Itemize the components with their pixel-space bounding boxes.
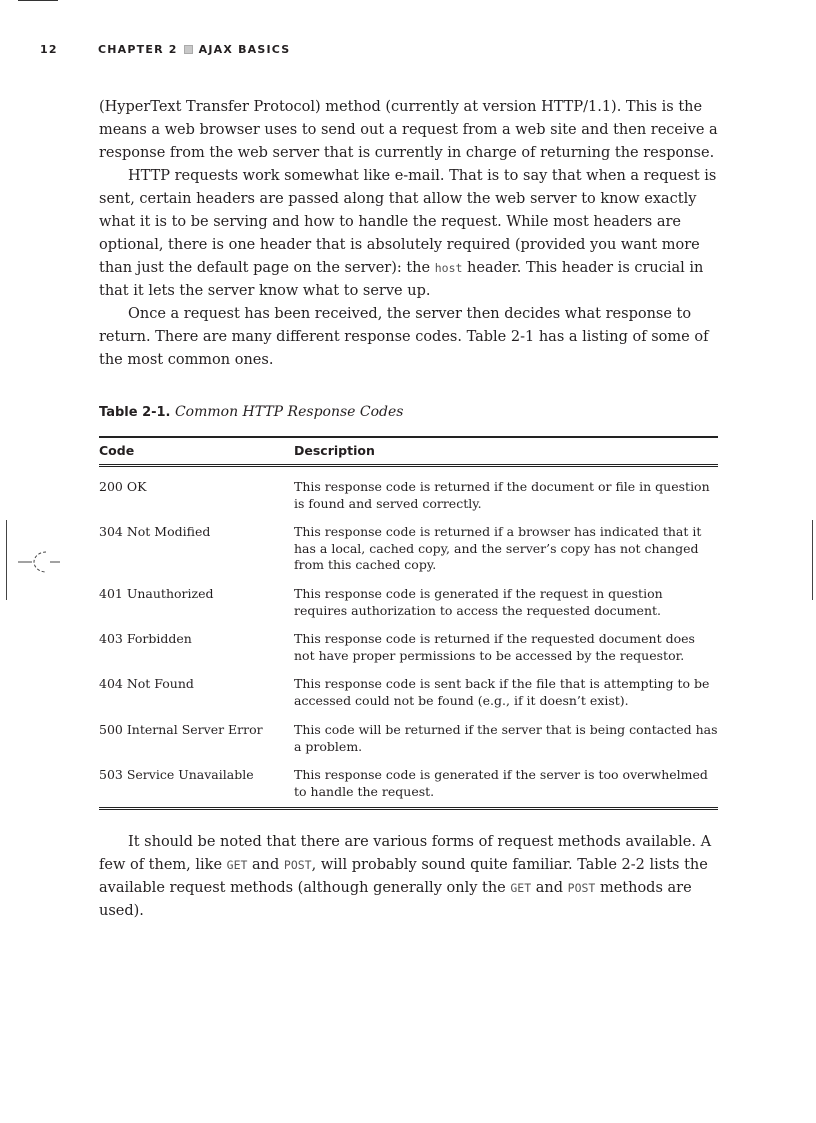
paragraph-2-text-b: header. This header is crucial in that it lets the server know what to serve up. (99, 260, 704, 299)
row-code: 304 Not Modified (99, 524, 211, 539)
crop-mark-right (812, 520, 813, 600)
inline-code-get: GET (510, 881, 532, 895)
crop-mark-left (6, 520, 7, 600)
running-header (40, 43, 776, 59)
row-code: 500 Internal Server Error (99, 722, 263, 737)
table-row (99, 586, 718, 631)
paragraph-4 (99, 831, 719, 923)
row-code: 404 Not Found (99, 676, 194, 691)
row-code: 403 Forbidden (99, 631, 192, 646)
inline-code-post: POST (567, 881, 596, 895)
table-row (99, 479, 718, 524)
row-description: This response code is generated if the server is too overwhelmed to handle the request. (294, 767, 708, 799)
row-code: 401 Unauthorized (99, 586, 214, 601)
table-row (99, 631, 718, 676)
paragraph-4-text-e: methods are used). (99, 880, 692, 919)
chapter-name: AJAX BASICS (198, 43, 291, 56)
inline-code-post: POST (283, 858, 312, 872)
body-section-top (99, 96, 719, 372)
table-header-row (99, 438, 718, 464)
paragraph-1: (HyperText Transfer Protocol) method (currently at version HTTP/1.1). This is the means a web browser uses to send out a request from a web site and then receive a response from the web server that is currently in charge of returning the response. (99, 99, 718, 161)
table-bottom-rule (99, 807, 718, 810)
table-caption-label: Table 2-1. (99, 405, 171, 420)
paragraph-4-text-c: , will probably sound quite familiar. Table 2-2 lists the available request methods (although generally only the (99, 857, 708, 896)
row-code: 200 OK (99, 479, 147, 494)
table-row (99, 524, 718, 586)
table-row (99, 722, 718, 767)
paragraph-2 (99, 165, 719, 303)
paragraph-2-text-a: HTTP requests work somewhat like e-mail. That is to say that when a request is sent, certain headers are passed along that allow the web server to know exactly what it is to be serving and how to handle the request. While most headers are optional, there is one header that is absolutely required (provided you want more than just the default page on the server): the (99, 168, 717, 276)
registration-mark-icon (18, 548, 62, 576)
separator-square-icon (184, 45, 193, 54)
row-description: This response code is returned if the requested document does not have proper permissions to be accessed by the requestor. (294, 631, 695, 663)
row-description: This response code is generated if the request in question requires authorization to access the requested document. (294, 586, 663, 618)
inline-code-host: host (434, 261, 463, 275)
paragraph-3: Once a request has been received, the server then decides what response to return. There are many different response codes. Table 2-1 has a listing of some of the most common ones. (99, 306, 709, 368)
crop-mark-top (18, 0, 58, 1)
table-caption (99, 404, 403, 420)
row-description: This code will be returned if the server that is being contacted has a problem. (294, 722, 718, 754)
row-code: 503 Service Unavailable (99, 767, 254, 782)
response-codes-table (99, 436, 718, 810)
body-section-bottom (99, 831, 719, 923)
column-header-code: Code (99, 443, 135, 458)
row-description: This response code is returned if the document or file in question is found and served correctly. (294, 479, 710, 511)
table-caption-title: Common HTTP Response Codes (174, 404, 404, 420)
paragraph-4-text-a: It should be noted that there are various forms of request methods available. A few of them, like (99, 834, 712, 873)
table-row (99, 767, 718, 807)
inline-code-get: GET (226, 858, 248, 872)
page-number: 12 (40, 43, 58, 56)
table-row (99, 676, 718, 722)
column-header-description: Description (294, 443, 375, 458)
chapter-label: CHAPTER 2 (98, 43, 178, 56)
row-description: This response code is returned if a browser has indicated that it has a local, cached copy, and the server’s copy has not changed from this cached copy. (294, 524, 702, 572)
chapter-title (98, 43, 290, 56)
paragraph-4-text-d: and (531, 880, 568, 896)
table-header-rule (99, 464, 718, 467)
paragraph-4-text-b: and (247, 857, 284, 873)
row-description: This response code is sent back if the file that is attempting to be accessed could not be found (e.g., if it doesn’t exist). (294, 676, 710, 708)
